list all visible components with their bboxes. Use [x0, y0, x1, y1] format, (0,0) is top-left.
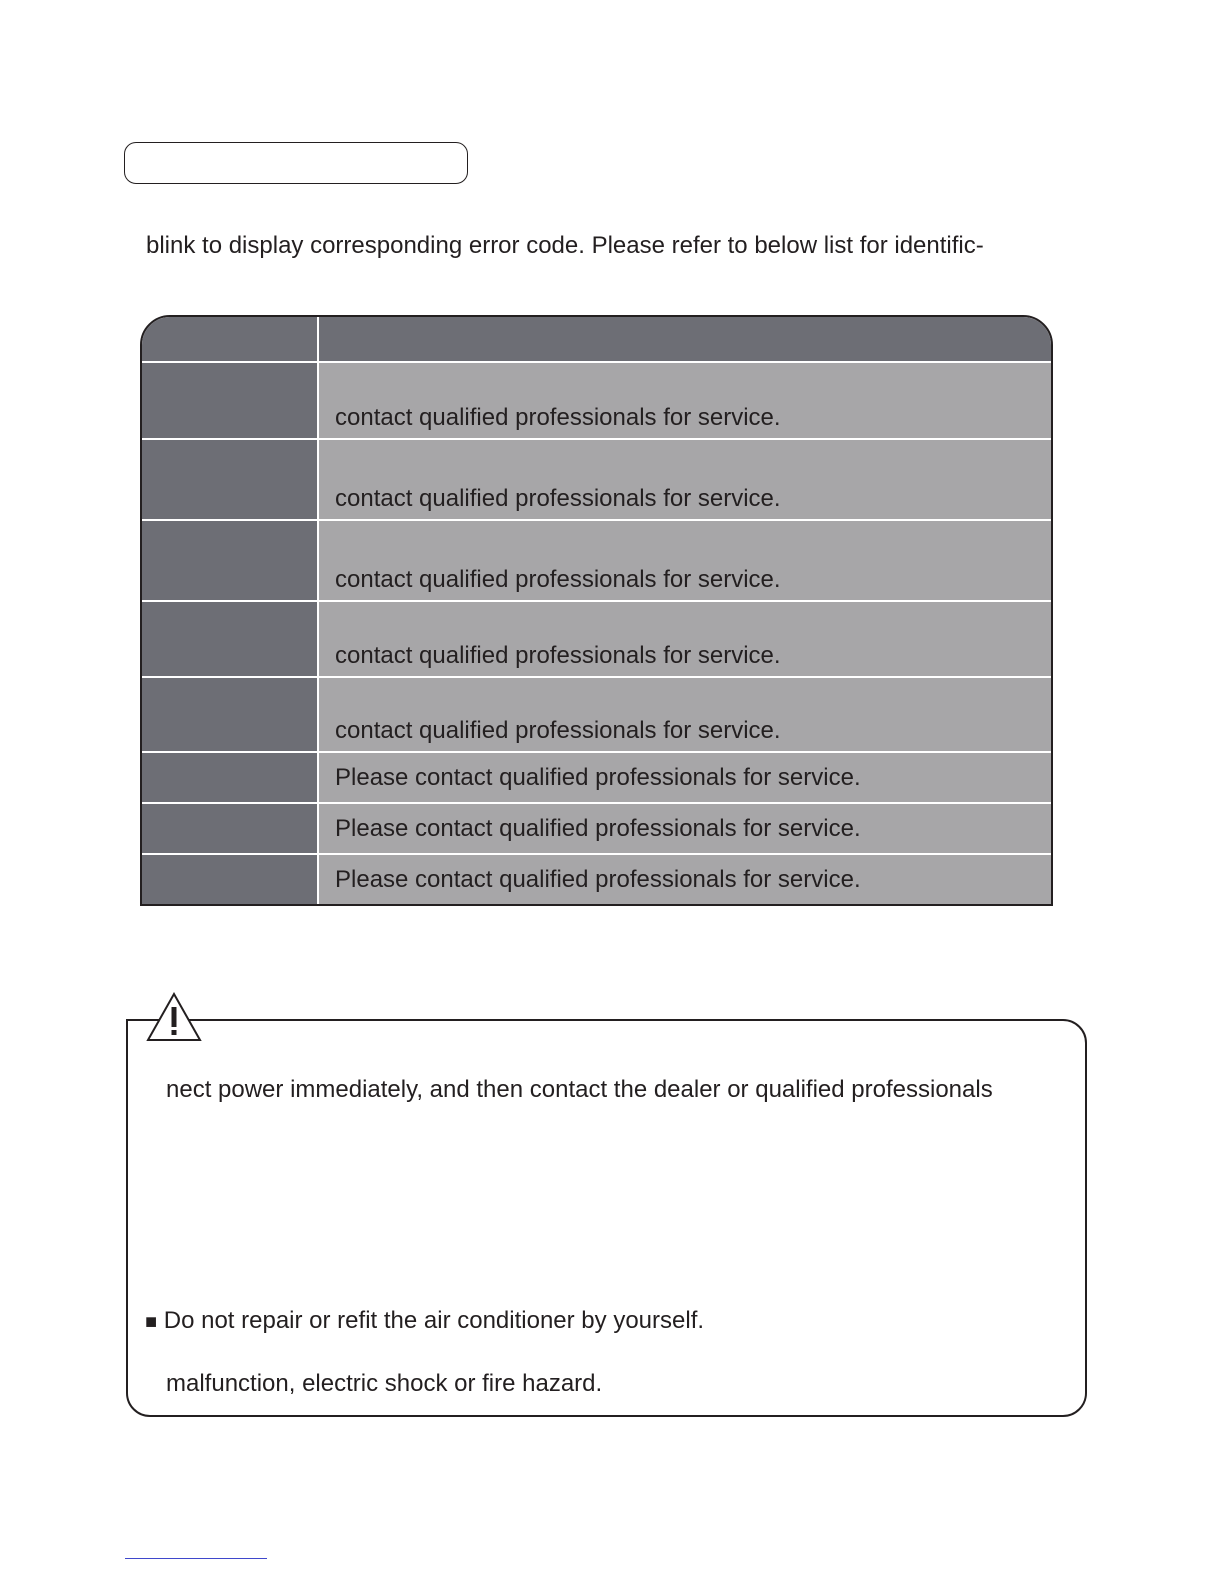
bullet-square-icon: ■ — [145, 1311, 158, 1333]
error-code-cell — [142, 439, 318, 520]
error-description-cell: Please contact qualified professionals for service. — [318, 854, 1051, 905]
warning-text-line: malfunction, electric shock or fire hazard. — [166, 1370, 603, 1397]
table-row — [142, 439, 1051, 520]
table-row — [142, 803, 1051, 854]
error-code-cell — [142, 854, 318, 905]
error-code-cell — [142, 601, 318, 677]
table-row — [142, 854, 1051, 905]
error-code-cell — [142, 677, 318, 752]
error-description-cell: contact qualified professionals for service. — [318, 362, 1051, 439]
table-row — [142, 362, 1051, 439]
warning-triangle-icon — [146, 992, 202, 1042]
header-code-cell — [142, 317, 318, 362]
error-description-cell: contact qualified professionals for service. — [318, 439, 1051, 520]
footer-rule — [125, 1558, 267, 1559]
error-code-cell — [142, 803, 318, 854]
header-description-cell — [318, 317, 1051, 362]
table-header-row — [142, 317, 1051, 362]
error-description-cell: Please contact qualified professionals for service. — [318, 803, 1051, 854]
table-row — [142, 601, 1051, 677]
section-title-box — [124, 142, 468, 184]
error-description-cell: contact qualified professionals for service. — [318, 601, 1051, 677]
table-row — [142, 520, 1051, 601]
error-code-table — [140, 315, 1053, 906]
warning-bullet-line — [145, 1307, 704, 1335]
table-row — [142, 677, 1051, 752]
error-description-cell: contact qualified professionals for service. — [318, 520, 1051, 601]
intro-text: blink to display corresponding error code. Please refer to below list for identific- — [146, 232, 984, 259]
error-description-cell: Please contact qualified professionals for service. — [318, 752, 1051, 803]
error-description-cell: contact qualified professionals for service. — [318, 677, 1051, 752]
table-row — [142, 752, 1051, 803]
warning-text-line: nect power immediately, and then contact the dealer or qualified professionals — [166, 1076, 993, 1103]
error-code-cell — [142, 520, 318, 601]
warning-text-line: Do not repair or refit the air conditioner by yourself. — [163, 1307, 705, 1334]
error-code-cell — [142, 752, 318, 803]
error-code-cell — [142, 362, 318, 439]
